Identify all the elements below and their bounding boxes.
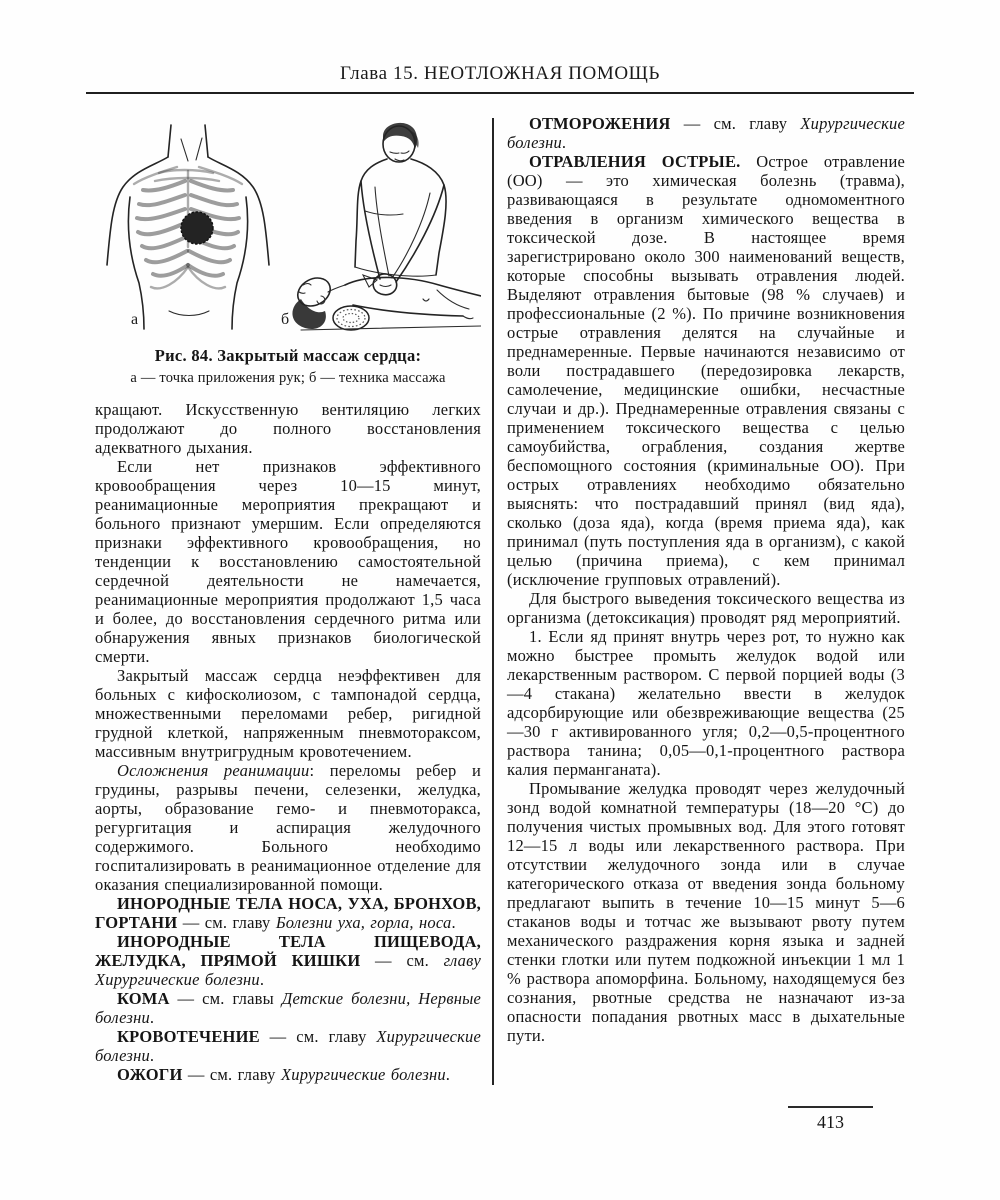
- paragraph-text: .: [259, 970, 265, 989]
- paragraph-text: Для быстрого выведения токсического вещества из организма (детоксикация) проводят ряд мероприятий.: [507, 589, 905, 627]
- left-column: [95, 115, 481, 1084]
- paragraph-text: .: [445, 1065, 451, 1084]
- paragraph-text: — см. главу: [670, 114, 801, 133]
- paragraph-text: .: [149, 1046, 155, 1065]
- paragraph-text: Болезни уха, горла, носа: [275, 913, 452, 932]
- paragraph-text: Промывание желудка проводят через желудочный зонд водой комнатной температуры (18—20 °C) до получения чистых промывных вод. Для этого готовят 12—15 л воды или лекарственного раствора. При отсутствии желудочного зонда или в случае категорического отказа от введения зонда больному предлагают выпить в течение 10—15 минут 5—6 стаканов воды и тотчас же вызывают рвоту путем механического раздражения корня языка и задней стенки глотки или путем подкожной инъекции 1 мл 1 % раствора апоморфина. Больному, находящемуся без сознания, рвотные средства не назначают из-за опасности попадания рвотных масс в дыхательные пути.: [507, 779, 905, 1045]
- paragraph-text: Хирургические болезни: [507, 114, 905, 152]
- paragraph: [507, 152, 905, 589]
- paragraph-text: — см. главу: [259, 1027, 377, 1046]
- figure-caption-title: Рис. 84. Закрытый массаж сердца:: [154, 346, 422, 365]
- paragraph: [95, 894, 481, 932]
- figure-label-a: а: [131, 311, 139, 328]
- right-column-text: [507, 114, 905, 1045]
- paragraph: [507, 627, 905, 779]
- paragraph: [507, 114, 905, 152]
- cpr-technique-illustration: [287, 115, 481, 331]
- paragraph-text: — см. главу: [177, 913, 276, 932]
- right-column: [507, 114, 905, 1045]
- paragraph-text: .: [561, 133, 567, 152]
- left-column-text: [95, 400, 481, 1084]
- entry-term: ОТМОРОЖЕНИЯ: [529, 114, 671, 133]
- paragraph: [95, 932, 481, 989]
- entry-term: ИНОРОДНЫЕ ТЕЛА НОСА, УХА, БРОНХОВ, ГОРТАНИ: [95, 894, 481, 932]
- paragraph: [507, 779, 905, 1045]
- entry-term: КРОВОТЕЧЕНИЕ: [117, 1027, 260, 1046]
- paragraph-text: .: [149, 1008, 155, 1027]
- paragraph: [95, 400, 481, 457]
- paragraph: [95, 1027, 481, 1065]
- paragraph: [95, 989, 481, 1027]
- paragraph-text: Закрытый массаж сердца неэффективен для больных с кифосколиозом, с тампонадой сердца, множественными переломами ребер, ригидной грудной клеткой, напряженным пневмотораксом, массивным внутригрудным кровотечением.: [95, 666, 481, 761]
- paragraph: [95, 666, 481, 761]
- header-rule: [86, 92, 914, 94]
- paragraph-text: Детские болезни, Нервные болезни: [95, 989, 481, 1027]
- figure-caption-legend: а — точка приложения рук; б — техника массажа: [130, 370, 446, 386]
- paragraph-text: 1. Если яд принят внутрь через рот, то нужно как можно быстрее промыть желудок водой или лекарственным раствором. С первой порцией воды (3—4 стакана) желательно ввести в желудок адсорбирующие или обезвреживающие вещества (25—30 г активированного угля; 0,2—0,5-процентного раствора танина; 0,05—0,1-процентного раствора калия перманганата).: [507, 627, 905, 779]
- page-number-rule: [788, 1106, 873, 1108]
- paragraph-text: .: [451, 913, 456, 932]
- paragraph: [95, 457, 481, 666]
- chapter-header: Глава 15. НЕОТЛОЖНАЯ ПОМОЩЬ: [340, 63, 660, 84]
- paragraph: [507, 589, 905, 627]
- paragraph-text: — см. главы: [169, 989, 282, 1008]
- paragraph-text: Осложнения реанимации: [117, 761, 310, 780]
- page-number: 413: [817, 1112, 844, 1132]
- paragraph-text: главу Хирургические болезни: [95, 951, 481, 989]
- paragraph: [95, 761, 481, 894]
- paragraph-text: Если нет признаков эффективного кровообращения через 10—15 минут, реанимационные мероприятия прекращают и больного признают умершим. Если определяются признаки эффективного кровообращения, но тенденции к восстановлению самостоятельной сердечной деятельности не намечается, реанимационные мероприятия продолжают 1,5 часа и более, до восстановления сердечного ритма или обнаружения явных признаков биологической смерти.: [95, 457, 481, 666]
- paragraph-text: кращают. Искусственную вентиляцию легких продолжают до полного восстановления адекватного дыхания.: [95, 400, 481, 457]
- torso-rib-cage-illustration: [97, 115, 283, 331]
- paragraph-text: Хирургические болезни: [280, 1065, 446, 1084]
- paragraph-text: — см.: [360, 951, 444, 970]
- paragraph-text: — см. главу: [182, 1065, 281, 1084]
- paragraph-text: Хирургические болезни: [95, 1027, 481, 1065]
- paragraph-text: Острое отравление (ОО) — это химическая болезнь (травма), развивающаяся в результате одномоментного введения в организм химического вещества в токсической дозе. В настоящее время зарегистрировано около 300 наименований веществ, которые способны вызывать отравления людей. Выделяют отравления бытовые (98 % случаев) и профессиональные (2 %). По причине возникновения острые отравления делятся на случайные и преднамеренные. Первые начинаются независимо от воли пострадавшего (передозировка лекарств, самолечение, медицинские ошибки, несчастные случаи и др.). Преднамеренные отравления связаны с применением токсического вещества с целью самоубийства, ограбления, создания жертве беспомощного состояния (криминальные ОО). При острых отравлениях необходимо обязательно выяснять: что пострадавший принял (вид яда), сколько (доза яда), когда (время приема яда), как принимал (путь поступления яда в организм), с какой целью (причина приема), с кем принимал (исключение групповых отравлений).: [507, 152, 905, 589]
- entry-term: ОТРАВЛЕНИЯ ОСТРЫЕ.: [529, 152, 741, 171]
- paragraph-text: : переломы ребер и грудины, разрывы печени, селезенки, желудка, аорты, образование гемо- и пневмоторакса, регургитация и аспирация желудочного содержимого. Больного необходимо госпитализировать в реанимационное отделение для оказания специализированной помощи.: [95, 761, 481, 894]
- entry-term: ИНОРОДНЫЕ ТЕЛА ПИЩЕВОДА, ЖЕЛУДКА, ПРЯМОЙ КИШКИ: [95, 932, 481, 970]
- column-divider: [492, 118, 494, 1085]
- entry-term: ОЖОГИ: [117, 1065, 183, 1084]
- figure-84: [95, 115, 481, 339]
- paragraph: [95, 1065, 481, 1084]
- figure-label-b: б: [281, 311, 290, 328]
- entry-term: КОМА: [117, 989, 170, 1008]
